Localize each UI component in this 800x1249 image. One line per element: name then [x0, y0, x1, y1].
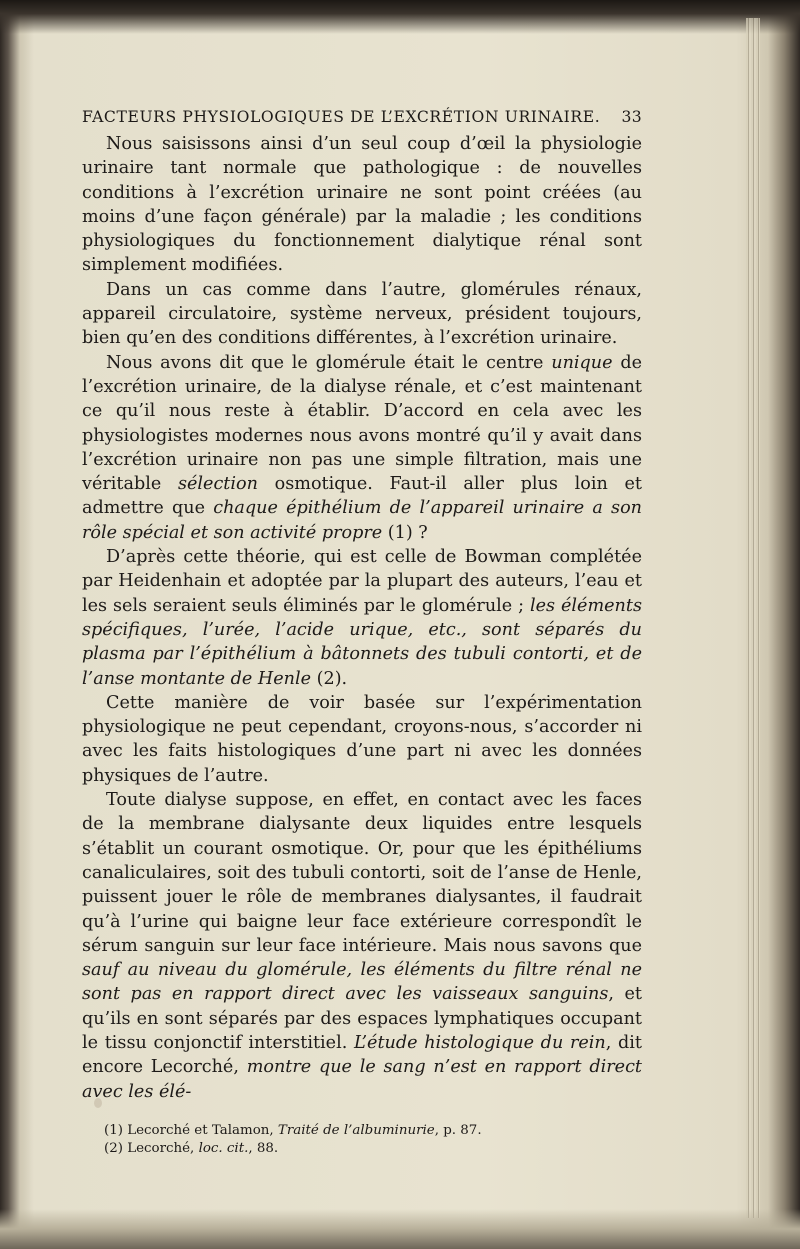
page-number: 33: [621, 108, 642, 126]
text-run: Toute dialyse suppose, en effet, en contact avec les faces de la membrane dialysante deux liquides entre lesquels s’établit un courant osmotique. Or, pour que les épithéliums canaliculaires, soit des tubuli contorti, soit de l’anse de Henle, puissent jouer le rôle de membranes dialysantes, il faudrait qu’à l’urine qui baigne leur face extérieure correspondît le sérum sanguin sur leur face intérieure. Mais nous savons que: [82, 790, 642, 956]
text-run: (1) Lecorché et Talamon,: [104, 1122, 278, 1138]
page-content: [82, 108, 642, 1158]
text-run: Nous saisissons ainsi d’un seul coup d’œil la physiologie urinaire tant normale que pathologique : de nouvelles conditions à l’excrétion urinaire ne sont point créées (au moins d’une façon générale) par la maladie ; les conditions physiologiques du fonctionnement dialytique rénal sont simplement modifiées.: [82, 134, 642, 276]
text-run: , dit encore Lecorché,: [82, 1032, 642, 1078]
text-run: , p. 87.: [434, 1122, 482, 1138]
text-run: Nous avons dit que le glomérule était le centre: [106, 352, 552, 373]
footnote: [82, 1140, 642, 1158]
paragraph: [82, 351, 642, 545]
running-title: FACTEURS PHYSIOLOGIQUES DE L’EXCRÉTION URINAIRE.: [82, 108, 601, 126]
text-run: (1) ?: [382, 522, 428, 543]
running-header: [82, 108, 642, 126]
paragraph: [82, 278, 642, 351]
scan-bottom-edge: [0, 1209, 800, 1249]
paragraph: [82, 545, 642, 691]
footnote: [82, 1122, 642, 1140]
footnotes: [82, 1122, 642, 1158]
italic-text-run: montre que le sang n’est en rapport direct avec les élé-: [82, 1057, 642, 1102]
text-run: , 88.: [248, 1140, 279, 1156]
italic-text-run: sauf au niveau du glomérule, les éléments du filtre rénal ne sont pas en rapport direct avec les vaisseaux sanguins: [82, 960, 642, 1005]
italic-text-run: sélection: [177, 474, 258, 495]
paragraph: [82, 132, 642, 278]
page-edges: [746, 18, 760, 1218]
text-run: (2) Lecorché,: [104, 1140, 199, 1156]
text-run: osmotique. Faut-il aller plus loin et admettre que: [82, 474, 642, 519]
paragraph: [82, 788, 642, 1104]
text-run: , et qu’ils en sont séparés par des espaces lymphatiques occupant le tissu conjonctif interstitiel.: [82, 984, 642, 1053]
italic-text-run: chaque épithélium de l’appareil urinaire a son rôle spécial et son activité propre: [82, 498, 643, 543]
text-run: de l’excrétion urinaire, de la dialyse rénale, et c’est maintenant ce qu’il nous reste à établir. D’accord en cela avec les physiologistes modernes nous avons montré qu’il y avait dans l’excrétion urinaire non pas une simple filtration, mais une véritable: [82, 352, 642, 495]
book-gutter: [0, 0, 34, 1249]
italic-text-run: loc. cit.: [198, 1140, 249, 1156]
italic-text-run: L’étude histologique du rein: [354, 1032, 606, 1053]
italic-text-run: unique: [551, 352, 613, 373]
text-run: Dans un cas comme dans l’autre, glomérules rénaux, appareil circulatoire, système nerveux, président toujours, bien qu’en des conditions différentes, à l’excrétion urinaire.: [82, 279, 642, 349]
body-text: [82, 132, 642, 1104]
text-run: D’après cette théorie, qui est celle de Bowman complétée par Heidenhain et adoptée par la plupart des auteurs, l’eau et les sels seraient seuls éliminés par le glomérule ;: [82, 547, 642, 616]
italic-text-run: les éléments spécifiques, l’urée, l’acide urique, etc., sont séparés du plasma par l’épithélium à bâtonnets des tubuli contorti, et de l’anse montante de Henle: [82, 595, 642, 689]
italic-text-run: Traité de l’albuminurie: [277, 1122, 435, 1138]
scan-top-shadow: [0, 0, 800, 34]
text-run: Cette manière de voir basée sur l’expérimentation physiologique ne peut cependant, croyons-nous, s’accorder ni avec les faits histologiques d’une part ni avec les données physiques de l’autre.: [82, 692, 642, 786]
text-run: (2).: [311, 668, 348, 689]
paragraph: [82, 691, 642, 788]
